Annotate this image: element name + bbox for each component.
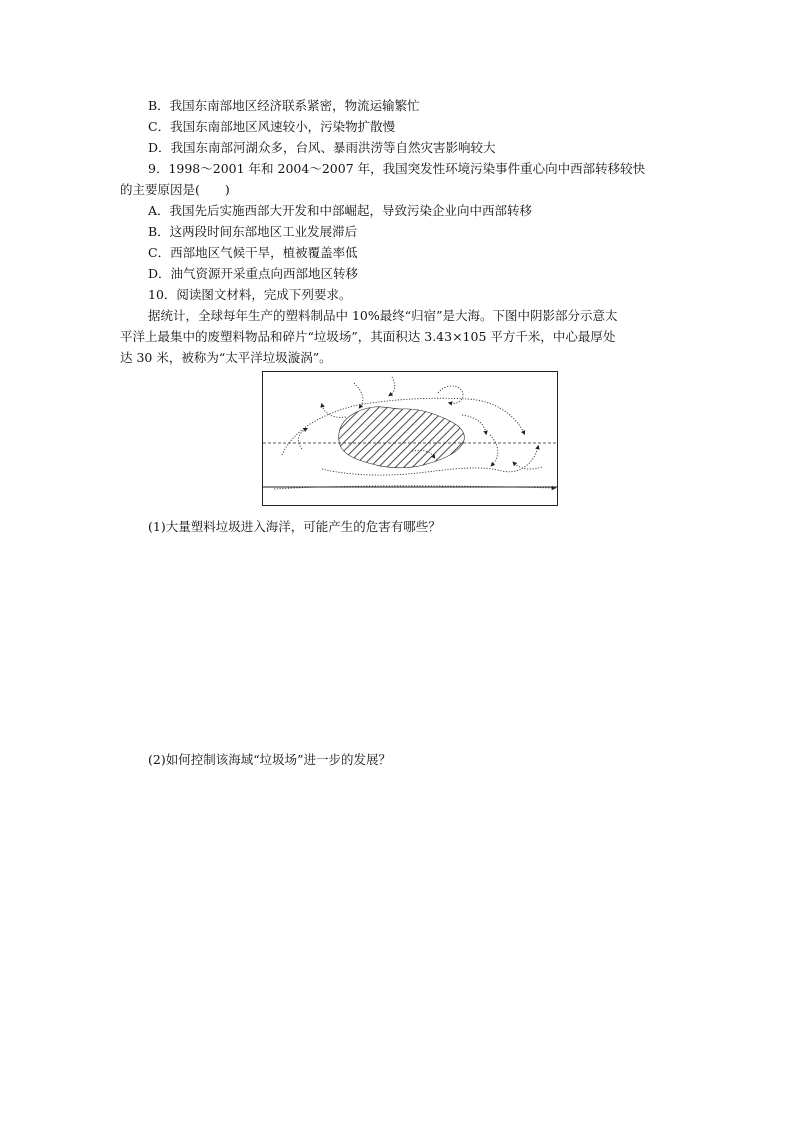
q9-stem-line-1: 9．1998～2001 年和 2004～2007 年，我国突发性环境污染事件重心向中西部转移较快 xyxy=(148,161,646,176)
garbage-patch-shaded-area xyxy=(339,407,465,468)
q9-stem-line-2: 的主要原因是( ) xyxy=(120,182,230,197)
material-line-3: 达 30 米，被称为“太平洋垃圾漩涡”。 xyxy=(120,350,332,365)
q9-option-d: D．油气资源开采重点向西部地区转移 xyxy=(148,266,359,281)
q8-option-b: B．我国东南部地区经济联系紧密，物流运输繁忙 xyxy=(148,98,420,113)
q8-option-c: C．我国东南部地区风速较小，污染物扩散慢 xyxy=(148,119,396,134)
pacific-garbage-patch-figure xyxy=(262,371,558,506)
q9-option-a: A．我国先后实施西部大开发和中部崛起，导致污染企业向中西部转移 xyxy=(148,203,533,218)
q10-stem: 10．阅读图文材料，完成下列要求。 xyxy=(148,287,352,302)
sub-question-1: (1)大量塑料垃圾进入海洋，可能产生的危害有哪些？ xyxy=(148,519,441,534)
q9-option-b: B．这两段时间东部地区工业发展滞后 xyxy=(148,224,358,239)
q8-option-d: D．我国东南部河湖众多，台风、暴雨洪涝等自然灾害影响较大 xyxy=(148,140,496,155)
material-line-2: 平洋上最集中的废塑料物品和碎片“垃圾场”，其面积达 3.43×105 平方千米，中心最厚处 xyxy=(120,329,616,344)
sub-question-2: (2)如何控制该海域“垃圾场”进一步的发展？ xyxy=(148,752,391,767)
material-line-1: 据统计，全球每年生产的塑料制品中 10%最终“归宿”是大海。下图中阴影部分示意太 xyxy=(148,308,618,323)
q9-option-c: C．西部地区气候干旱，植被覆盖率低 xyxy=(148,245,358,260)
